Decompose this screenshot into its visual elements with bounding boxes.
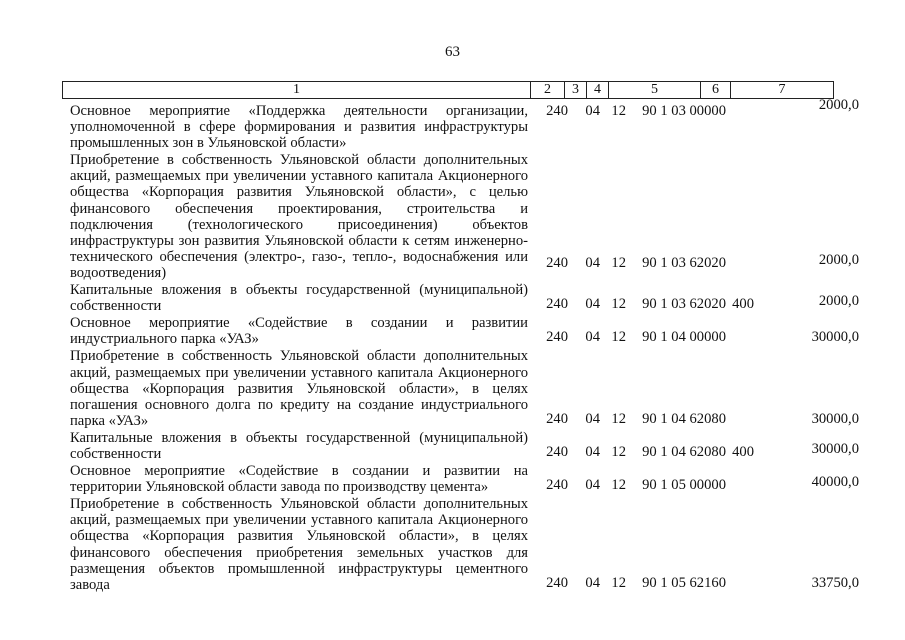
- target-article-code: 90 1 04 62080: [642, 443, 726, 460]
- target-article-code: 90 1 05 62160: [642, 574, 726, 591]
- amount: 2000,0: [818, 251, 859, 268]
- ministry-code: 240: [546, 574, 568, 591]
- subsection-code: 12: [611, 254, 626, 271]
- amount: 30000,0: [811, 410, 859, 427]
- row-description: Приобретение в собственность Ульяновской области дополнительных акций, размещаемых при увеличении уставного капитала Акционерного общества «Корпорация развития Ульяновской области», в целях финансового обеспечения приобретения земельных участков для размещения объектов промышленной инфраструктуры цементного завода: [70, 496, 528, 593]
- section-code: 04: [585, 574, 600, 591]
- row-description: Капитальные вложения в объекты государственной (муниципальной) собственности: [70, 282, 528, 315]
- subsection-code: 12: [611, 329, 626, 346]
- column-header-3: 3: [565, 82, 587, 98]
- table-row: [70, 152, 860, 281]
- target-article-code: 90 1 05 00000: [642, 477, 726, 494]
- table-row: [70, 348, 860, 428]
- subsection-code: 12: [611, 410, 626, 427]
- amount: 40000,0: [811, 474, 859, 491]
- column-header-5: 5: [609, 82, 701, 98]
- column-header-4: 4: [587, 82, 609, 98]
- amount: 30000,0: [811, 440, 859, 457]
- amount: 2000,0: [818, 97, 859, 114]
- subsection-code: 12: [611, 477, 626, 494]
- ministry-code: 240: [546, 296, 568, 313]
- amount: 30000,0: [811, 329, 859, 346]
- ministry-code: 240: [546, 443, 568, 460]
- target-article-code: 90 1 03 62020: [642, 254, 726, 271]
- section-code: 04: [585, 477, 600, 494]
- ministry-code: 240: [546, 329, 568, 346]
- row-description: Приобретение в собственность Ульяновской области дополнительных акций, размещаемых при увеличении уставного капитала Акционерного общества «Корпорация развития Ульяновской области», в целях погашения основного долга по кредиту на создание индустриального парка «УАЗ»: [70, 348, 528, 429]
- row-description: Основное мероприятие «Поддержка деятельности организации, уполномоченной в сфере формирования и развития инфраструктуры промышленных зон в Ульяновской области»: [70, 103, 528, 152]
- ministry-code: 240: [546, 103, 568, 120]
- row-description: Основное мероприятие «Содействие в создании и развитии на территории Ульяновской области завода по производству цемента»: [70, 463, 528, 496]
- target-article-code: 90 1 03 00000: [642, 103, 726, 120]
- table-row: [70, 430, 860, 462]
- ministry-code: 240: [546, 477, 568, 494]
- section-code: 04: [585, 103, 600, 120]
- expense-type-code: 400: [732, 443, 754, 460]
- section-code: 04: [585, 443, 600, 460]
- ministry-code: 240: [546, 254, 568, 271]
- page-number: 63: [445, 44, 460, 60]
- section-code: 04: [585, 296, 600, 313]
- target-article-code: 90 1 04 62080: [642, 410, 726, 427]
- ministry-code: 240: [546, 410, 568, 427]
- table-row: [70, 496, 860, 593]
- table-row: [70, 463, 860, 495]
- expense-type-code: 400: [732, 296, 754, 313]
- table-body: [70, 97, 860, 593]
- target-article-code: 90 1 04 00000: [642, 329, 726, 346]
- table-row: [70, 282, 860, 314]
- row-description: Капитальные вложения в объекты государственной (муниципальной) собственности: [70, 429, 528, 462]
- section-code: 04: [585, 254, 600, 271]
- amount: 2000,0: [818, 293, 859, 310]
- target-article-code: 90 1 03 62020: [642, 296, 726, 313]
- subsection-code: 12: [611, 443, 626, 460]
- subsection-code: 12: [611, 103, 626, 120]
- row-description: Основное мероприятие «Содействие в создании и развитии индустриального парка «УАЗ»: [70, 315, 528, 348]
- table-row: [70, 97, 860, 152]
- section-code: 04: [585, 410, 600, 427]
- table-header: [62, 81, 834, 99]
- subsection-code: 12: [611, 574, 626, 591]
- table-row: [70, 315, 860, 347]
- column-header-1: 1: [63, 82, 531, 98]
- row-description: Приобретение в собственность Ульяновской области дополнительных акций, размещаемых при увеличении уставного капитала Акционерного общества «Корпорация развития Ульяновской области», с целью финансового обеспечения проектирования, строительства и подключения (технологического присоединения) объектов инфраструктуры зон развития Ульяновской области к сетям инженерно-технического обеспечения (электро-, газо-, тепло-, водоснабжения или водоотведения): [70, 152, 528, 281]
- column-header-2: 2: [531, 82, 565, 98]
- column-header-7: 7: [778, 82, 786, 97]
- subsection-code: 12: [611, 296, 626, 313]
- section-code: 04: [585, 329, 600, 346]
- amount: 33750,0: [811, 574, 859, 591]
- column-header-6: 6: [701, 82, 731, 98]
